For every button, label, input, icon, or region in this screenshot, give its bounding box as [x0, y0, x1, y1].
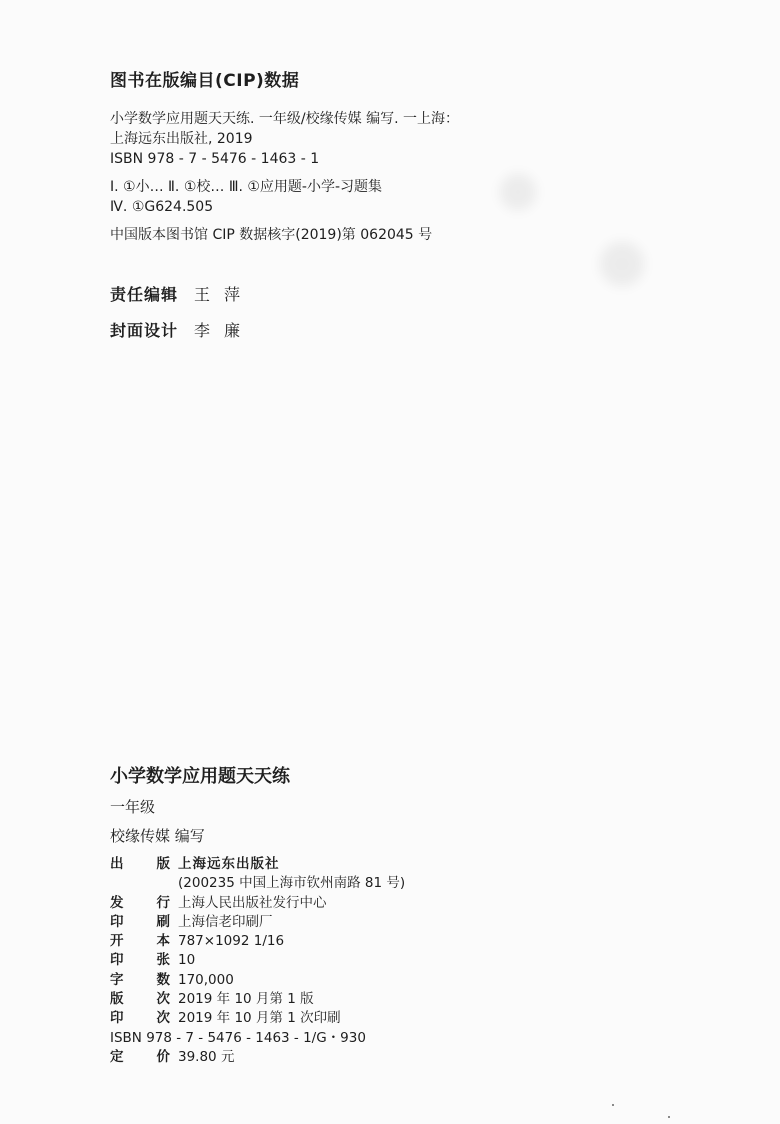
dust-speck — [668, 1116, 670, 1118]
credit-name: 李廉 — [194, 321, 255, 340]
imprint-label: 字 数 — [110, 971, 170, 988]
credit-row — [110, 285, 254, 305]
imprint-row — [110, 951, 630, 970]
cip-classification: Ⅳ. ①G624.505 — [110, 199, 214, 215]
publisher-address: (200235 中国上海市钦州南路 81 号) — [178, 875, 406, 892]
credits — [110, 285, 254, 357]
imprint-row — [110, 913, 630, 932]
book-info — [110, 762, 290, 846]
cip-line: 上海远东出版社, 2019 — [110, 131, 253, 147]
price-value: 39.80 元 — [178, 1048, 235, 1065]
imprint-row — [110, 1009, 630, 1028]
imprint-row — [110, 1048, 630, 1067]
imprint-value: 787×1092 1/16 — [178, 933, 285, 950]
imprint-label: 版 次 — [110, 991, 170, 1008]
imprint-block — [110, 855, 630, 1067]
isbn-full: ISBN 978 - 7 - 5476 - 1463 - 1/G・930 — [110, 1029, 366, 1046]
imprint-row — [110, 855, 630, 874]
cip-block — [110, 66, 630, 245]
imprint-label — [110, 874, 178, 893]
credit-label: 责任编辑 — [110, 285, 179, 304]
credit-label: 封面设计 — [110, 321, 179, 340]
imprint-label: 印 刷 — [110, 913, 170, 930]
price-label: 定 价 — [110, 1048, 170, 1065]
imprint-value: 170,000 — [178, 971, 234, 988]
imprint-row — [110, 990, 630, 1009]
credit-name: 王萍 — [194, 285, 255, 304]
book-title: 小学数学应用题天天练 — [110, 766, 290, 787]
imprint-label: 发 行 — [110, 894, 170, 911]
book-grade: 一年级 — [110, 798, 156, 816]
imprint-row — [110, 932, 630, 951]
credit-row — [110, 321, 254, 341]
imprint-value: 2019 年 10 月第 1 次印刷 — [178, 1010, 341, 1027]
imprint-label: 开 本 — [110, 933, 170, 950]
dust-speck — [612, 1104, 614, 1106]
cip-classification: Ⅰ. ①小… Ⅱ. ①校… Ⅲ. ①应用题-小学-习题集 — [110, 179, 383, 195]
cip-title: 图书在版编目(CIP)数据 — [110, 71, 300, 91]
imprint-row — [110, 874, 630, 893]
cip-record-number: 中国版本图书馆 CIP 数据核字(2019)第 062045 号 — [110, 227, 433, 243]
imprint-label: 出 版 — [110, 856, 170, 872]
imprint-value: 上海信老印刷厂 — [178, 913, 273, 930]
cip-line: 小学数学应用题天天练. 一年级/校缘传媒 编写. 一上海： — [110, 111, 459, 127]
imprint-value: 10 — [178, 952, 196, 969]
cip-isbn: ISBN 978 - 7 - 5476 - 1463 - 1 — [110, 151, 320, 167]
imprint-label: 印 张 — [110, 952, 170, 969]
imprint-row — [110, 971, 630, 990]
imprint-row — [110, 894, 630, 913]
imprint-label: 印 次 — [110, 1010, 170, 1027]
imprint-value: 2019 年 10 月第 1 版 — [178, 991, 314, 1008]
publisher-logo-text: 上海远东出版社 — [178, 856, 280, 872]
book-editor: 校缘传媒 编写 — [110, 827, 205, 845]
imprint-value: 上海人民出版社发行中心 — [178, 894, 327, 911]
